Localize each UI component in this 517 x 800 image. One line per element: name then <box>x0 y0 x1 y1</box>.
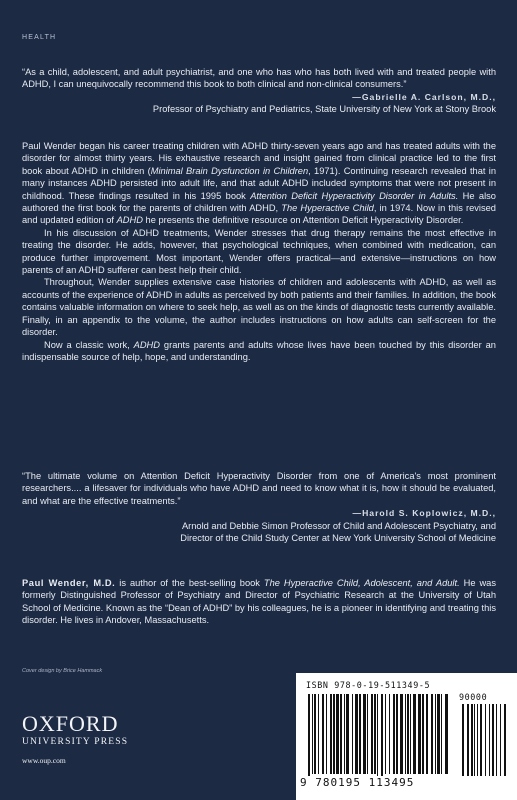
author-bio: Paul Wender, M.D. is author of the best-selling book The Hyperactive Child, Adolescent, and Adult. He was formerly Distinguished Professor of Psychiatry and Director of Psychiatric Research at the University of Utah School of Medicine. Known as the “Dean of ADHD” by his colleagues, he is a pioneer in identifying and treating this disorder. He lives in Andover, Massachusetts. <box>22 578 496 626</box>
barcode-bar <box>422 694 424 774</box>
author-name: Paul Wender, M.D. <box>22 578 116 588</box>
barcode-bar <box>426 694 428 774</box>
price-code: 90000 <box>459 692 488 702</box>
barcode-bar <box>346 694 349 774</box>
barcode-bar <box>314 694 316 774</box>
description <box>22 140 496 363</box>
barcode-bar <box>312 694 313 774</box>
endorsement-quote-2 <box>22 470 496 544</box>
barcode-bar <box>381 694 383 776</box>
barcode-bar <box>326 694 327 774</box>
barcode-bar <box>489 704 490 776</box>
barcode-bar <box>462 704 464 776</box>
barcode-bar <box>500 704 501 776</box>
barcode-bar <box>435 694 436 774</box>
barcode-bar <box>441 694 442 774</box>
publisher-name: OXFORD <box>22 711 119 736</box>
quote-2-author: —Harold S. Koplowicz, M.D., <box>352 508 496 519</box>
barcode-bar <box>413 694 416 774</box>
barcode-bar <box>477 704 478 776</box>
barcode-digits: 9 780195 113495 <box>300 776 415 789</box>
barcode-bar <box>400 694 403 774</box>
barcode-bar <box>367 694 368 774</box>
isbn-text: ISBN 978-0-19-511349-5 <box>306 680 431 690</box>
quote-2-title-2: Director of the Child Study Center at New York University School of Medicine <box>180 533 496 544</box>
barcode-bar <box>467 704 469 776</box>
barcode-bar <box>405 694 406 774</box>
barcode-bar <box>407 694 409 774</box>
barcode-icon <box>302 690 512 776</box>
barcode-bar <box>396 694 398 774</box>
description-paragraph-2: In his discussion of ADHD treatments, Wender stresses that drug therapy remains the most effective in treating the disorder. He adds, however, that psychological techniques, when combined with medication, can produce further improvement. Most important, Wender offers practical—and extensive—instructions on how parents of an ADHD sufferer can best help their child. <box>22 227 496 276</box>
barcode-bar <box>330 694 332 774</box>
barcode-bar <box>389 694 390 774</box>
barcode-bar <box>471 704 473 776</box>
barcode-bar <box>374 694 376 774</box>
barcode-bar <box>355 694 358 774</box>
endorsement-quote-1 <box>22 66 496 116</box>
barcode-bar <box>333 694 335 774</box>
description-paragraph-3: Throughout, Wender supplies extensive case histories of children and adolescents with ADHD, as well as accounts of the experience of ADHD in adults as perceived by both patients and their families. In addition, the book contains valuable information on where to seek help, as well as on the kinds of diagnostic tests currently available. Finally, in an appendix to the volume, the author includes instructions on how adults can self-screen for the disorder. <box>22 277 496 338</box>
publisher-logo <box>22 712 128 765</box>
quote-1-text: “As a child, adolescent, and adult psychiatrist, and one who has who has both lived with and treated people with ADHD, I can unequivocally recommend this book to both clinical and non-clinical consumers.” <box>22 67 496 90</box>
barcode-bar <box>480 704 482 776</box>
barcode-bar <box>340 694 342 774</box>
quote-2-text: “The ultimate volume on Attention Deficit Hyperactivity Disorder from one of America's most prominent researchers.... a lifesaver for individuals who have ADHD and need to know what it is, how it should be evaluated, and what are the effective treatments.” <box>22 471 496 506</box>
barcode-bar <box>474 704 475 776</box>
barcode-bar <box>418 694 421 774</box>
barcode-bar <box>322 694 324 774</box>
barcode-bar <box>437 694 440 774</box>
barcode-bar <box>352 694 353 774</box>
publisher-url: www.oup.com <box>22 756 66 765</box>
barcode-bar <box>344 694 345 774</box>
quote-1-author: —Gabrielle A. Carlson, M.D., <box>352 91 496 102</box>
cover-credit: Cover design by Brice Hammack <box>22 668 103 674</box>
quote-2-title-1: Arnold and Debbie Simon Professor of Child and Adolescent Psychiatry, and <box>181 520 496 531</box>
barcode-bar <box>504 704 506 776</box>
quote-1-title: Professor of Psychiatry and Pediatrics, State University of New York at Stony Brook <box>152 104 496 115</box>
barcode-bar <box>377 694 378 776</box>
barcode-bar <box>496 704 497 776</box>
barcode-bar <box>318 694 319 774</box>
barcode-bar <box>492 704 494 776</box>
barcode-bar <box>336 694 339 774</box>
barcode-bar <box>308 694 310 776</box>
barcode-bar <box>359 694 361 774</box>
description-paragraph-4: Now a classic work, ADHD grants parents and adults whose lives have been touched by this disorder an indispensable source of help, hope, and understanding. <box>22 339 496 362</box>
barcode-bar <box>363 694 366 774</box>
description-paragraph-1: Paul Wender began his career treating children with ADHD thirty-seven years ago and has treated adults with the disorder for almost thirty years. His exhaustive research and insight gained from clinical practice led to the first book about ADHD in children (Minimal Brain Dysfunction in Children, 1971). Continuing research revealed that in many instances ADHD persisted into adult life, and that adult ADHD included symptoms that were not present in childhood. These findings resulted in his 1995 book Attention Deficit Hyperactivity Disorder in Adults. He also authored the first book for the parents of children with ADHD, The Hyperactive Child, in 1974. Now in this revised and updated edition of ADHD he presents the definitive resource on Attention Deficit Hyperactivity Disorder. <box>22 141 496 226</box>
barcode-bar <box>371 694 373 774</box>
publisher-press: UNIVERSITY PRESS <box>22 737 129 747</box>
barcode-bar <box>393 694 395 774</box>
category-label: HEALTH <box>22 34 57 41</box>
barcode-bar <box>445 694 448 774</box>
barcode-bar <box>385 694 386 774</box>
barcode-panel <box>296 673 517 800</box>
barcode-bar <box>485 704 486 776</box>
barcode-bar <box>410 694 411 774</box>
barcode-bar <box>431 694 433 774</box>
